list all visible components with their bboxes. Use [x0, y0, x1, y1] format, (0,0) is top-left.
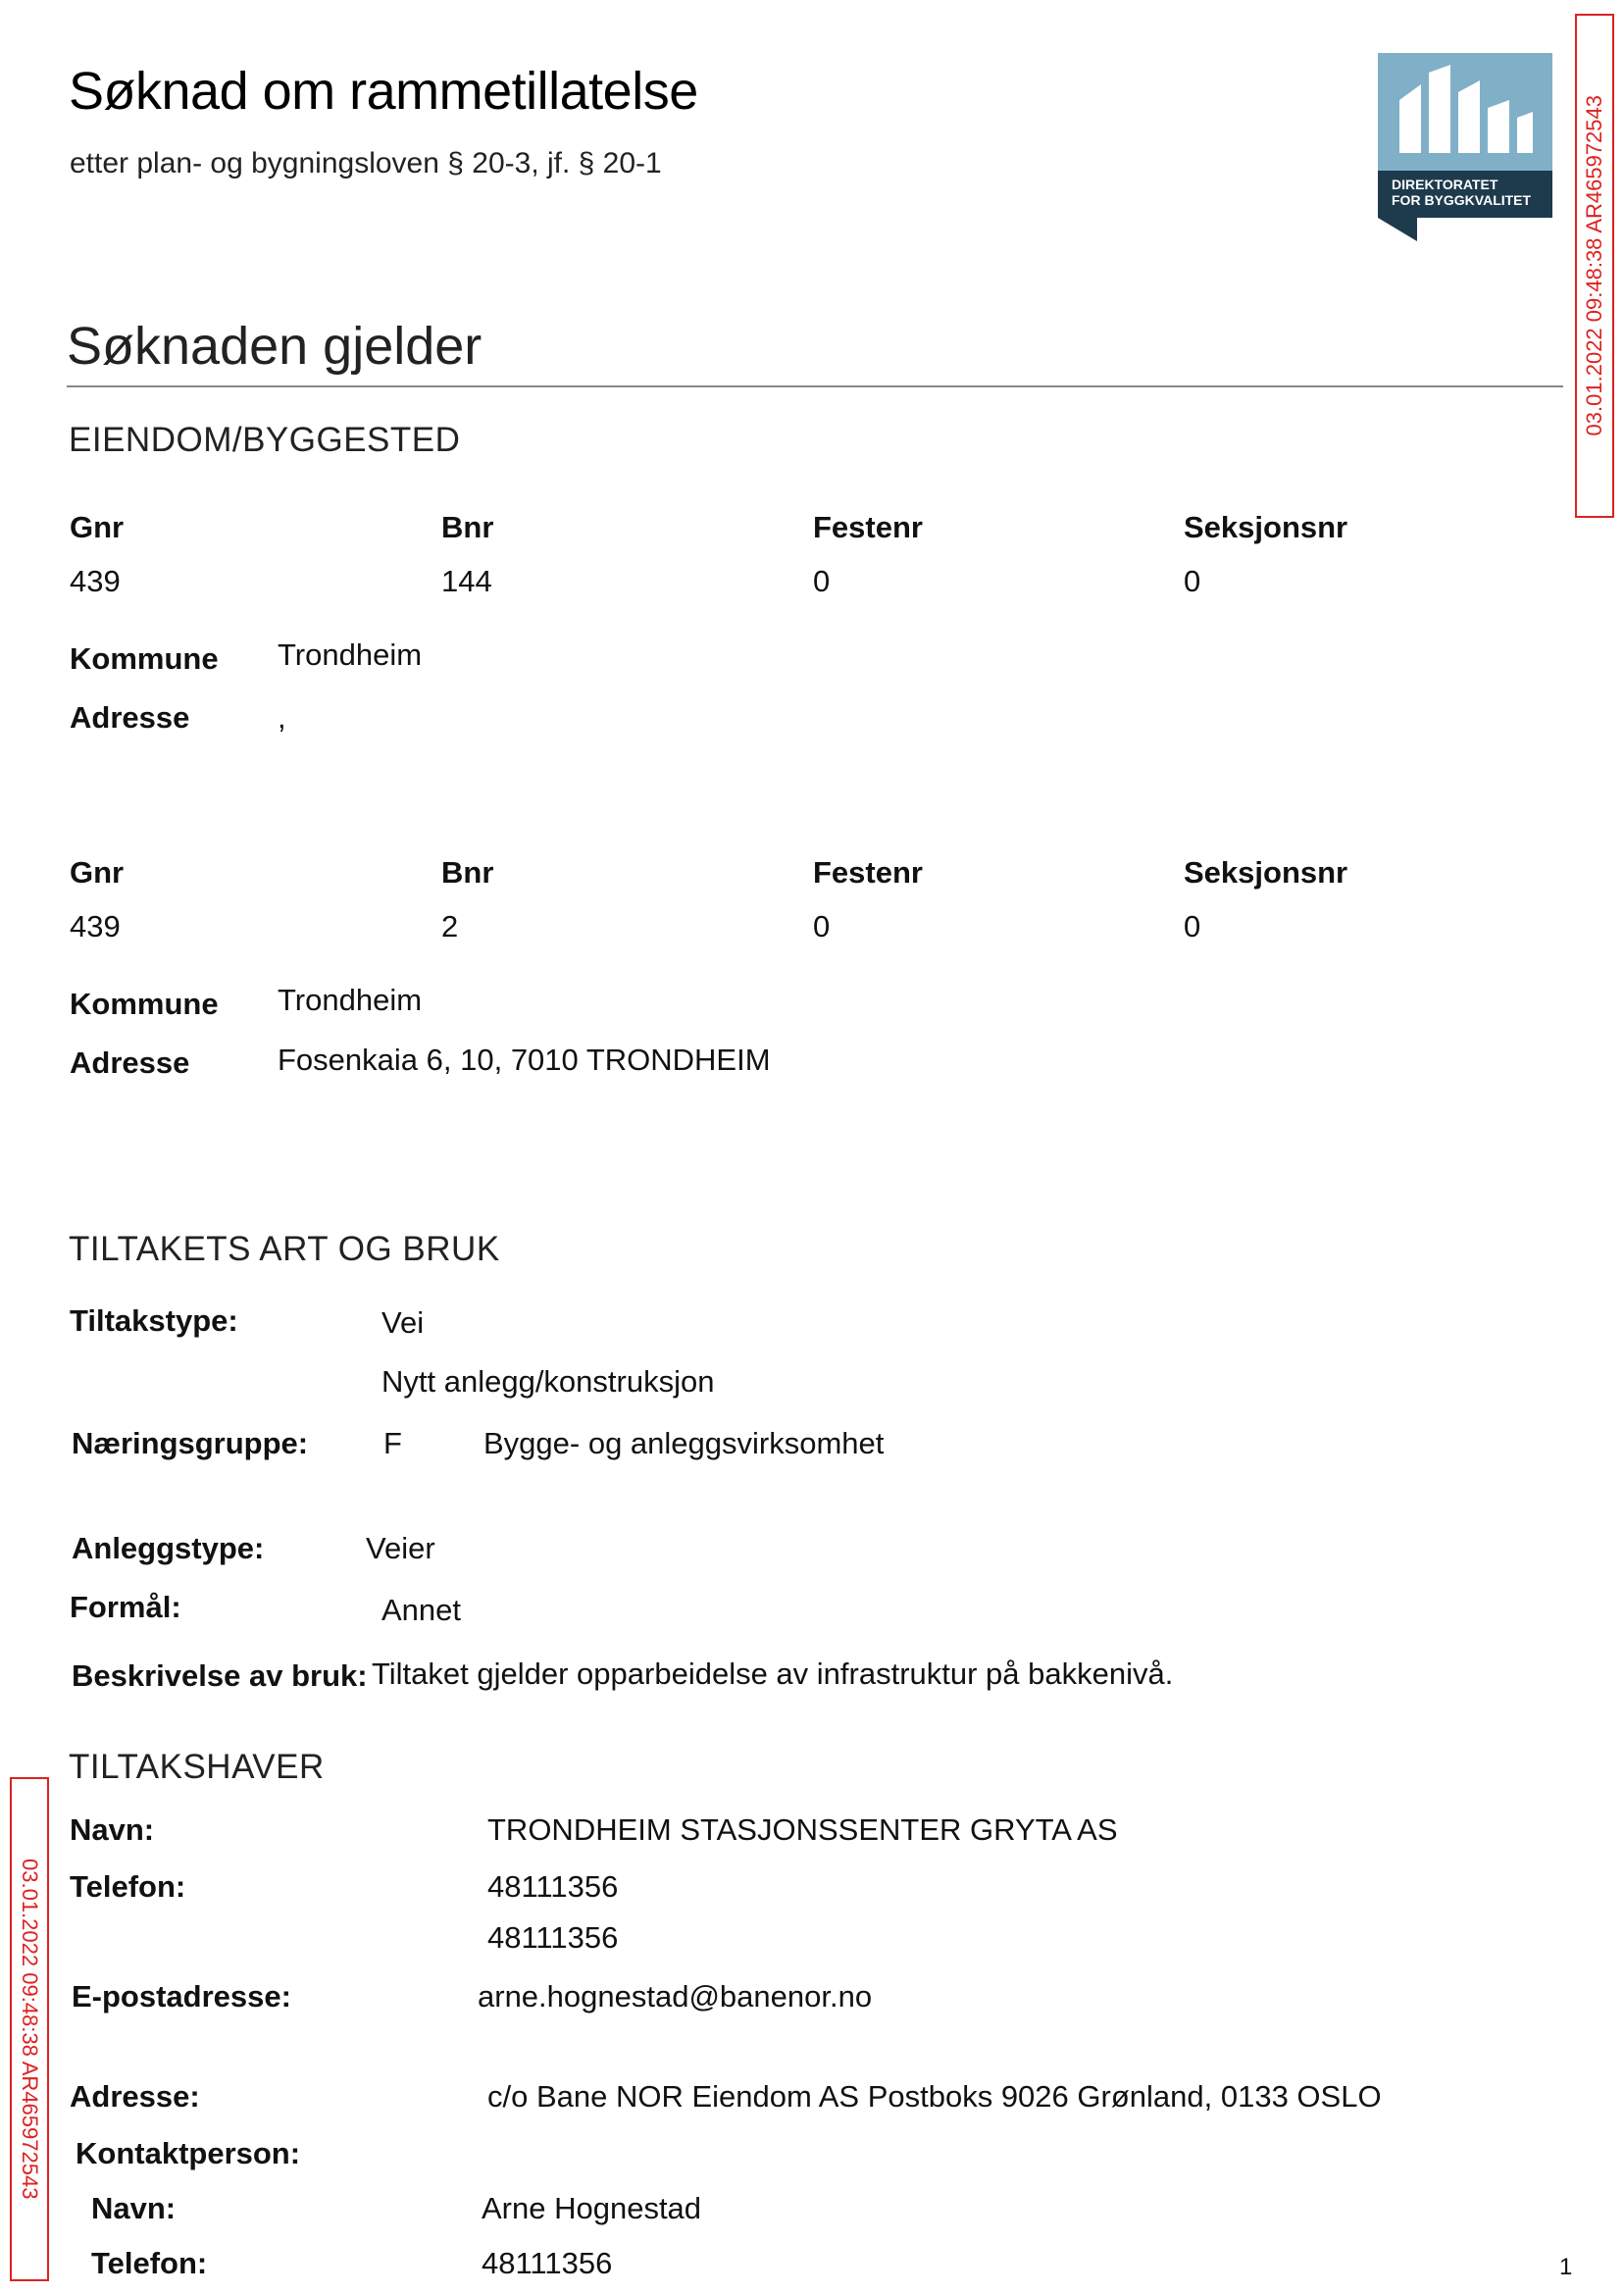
- label-beskrivelse: Beskrivelse av bruk:: [72, 1658, 368, 1693]
- heading-tiltak: TILTAKETS ART OG BRUK: [69, 1230, 500, 1268]
- label-seksjonsnr: Seksjonsnr: [1184, 855, 1348, 890]
- value-navn: TRONDHEIM STASJONSSENTER GRYTA AS: [487, 1812, 1118, 1847]
- value-anleggstype: Veier: [366, 1531, 435, 1565]
- value-gnr: 439: [70, 909, 121, 943]
- value-tiltakstype: Nytt anlegg/konstruksjon: [381, 1364, 715, 1399]
- value-kommune: Trondheim: [278, 983, 423, 1017]
- label-navn: Navn:: [70, 1812, 155, 1847]
- heading-eiendom: EIENDOM/BYGGESTED: [69, 421, 461, 459]
- label-gnr: Gnr: [70, 855, 125, 890]
- value-beskrivelse: Tiltaket gjelder opparbeidelse av infrastruktur på bakkenivå.: [372, 1657, 1174, 1691]
- value-bnr: 144: [441, 564, 492, 598]
- value-seksjonsnr: 0: [1184, 564, 1201, 598]
- section-title: Søknaden gjelder: [67, 317, 482, 376]
- label-adresse: Adresse: [70, 1045, 190, 1080]
- label-anleggstype: Anleggstype:: [72, 1531, 265, 1565]
- value-epost: arne.hognestad@banenor.no: [478, 1979, 873, 2014]
- value-bnr: 2: [441, 909, 459, 943]
- label-formal: Formål:: [70, 1590, 181, 1624]
- label-bnr: Bnr: [441, 510, 494, 544]
- value-naeringsgruppe-text: Bygge- og anleggsvirksomhet: [483, 1426, 885, 1460]
- value-festenr: 0: [813, 909, 831, 943]
- label-festenr: Festenr: [813, 855, 923, 890]
- label-kommune: Kommune: [70, 987, 219, 1021]
- value-kontakt-telefon: 48111356: [482, 2246, 613, 2280]
- label-kontakt-telefon: Telefon:: [91, 2246, 208, 2280]
- dibk-logo-icon: [1378, 53, 1552, 241]
- label-seksjonsnr: Seksjonsnr: [1184, 510, 1348, 544]
- document-subtitle: etter plan- og bygningsloven § 20-3, jf. § 20-1: [70, 147, 662, 179]
- label-gnr: Gnr: [70, 510, 125, 544]
- label-kontaktperson: Kontaktperson:: [76, 2136, 301, 2170]
- label-telefon: Telefon:: [70, 1869, 186, 1904]
- value-adresse-tiltakshaver: c/o Bane NOR Eiendom AS Postboks 9026 Grønland, 0133 OSLO: [487, 2079, 1382, 2114]
- value-festenr: 0: [813, 564, 831, 598]
- label-festenr: Festenr: [813, 510, 923, 544]
- value-naeringsgruppe-code: F: [383, 1426, 402, 1460]
- label-tiltakstype: Tiltakstype:: [70, 1303, 238, 1338]
- label-kontakt-navn: Navn:: [91, 2191, 177, 2225]
- label-epost: E-postadresse:: [72, 1979, 291, 2014]
- value-telefon: 48111356: [487, 1869, 619, 1904]
- document-title: Søknad om rammetillatelse: [69, 62, 698, 121]
- heading-tiltakshaver: TILTAKSHAVER: [69, 1748, 325, 1786]
- value-gnr: 439: [70, 564, 121, 598]
- label-naeringsgruppe: Næringsgruppe:: [72, 1426, 309, 1460]
- label-adresse: Adresse: [70, 700, 190, 735]
- value-adresse: ,: [278, 700, 286, 735]
- value-kommune: Trondheim: [278, 637, 423, 672]
- value-adresse: Fosenkaia 6, 10, 7010 TRONDHEIM: [278, 1043, 771, 1077]
- value-telefon: 48111356: [487, 1920, 619, 1955]
- section-divider: [67, 385, 1563, 387]
- value-tiltakstype: Vei: [381, 1305, 425, 1340]
- registration-stamp-bottom: 03.01.2022 09:48:38 AR465972543: [10, 1777, 49, 2281]
- label-adresse-tiltakshaver: Adresse:: [70, 2079, 200, 2114]
- label-kommune: Kommune: [70, 641, 219, 676]
- page-number: 1: [1559, 2254, 1573, 2280]
- dibk-logo: [1378, 53, 1552, 241]
- logo-text: DIREKTORATET FOR BYGGKVALITET: [1392, 177, 1532, 208]
- registration-stamp-top: 03.01.2022 09:48:38 AR465972543: [1575, 14, 1614, 518]
- value-seksjonsnr: 0: [1184, 909, 1201, 943]
- label-bnr: Bnr: [441, 855, 494, 890]
- value-kontakt-navn: Arne Hognestad: [482, 2191, 702, 2225]
- value-formal: Annet: [381, 1593, 462, 1627]
